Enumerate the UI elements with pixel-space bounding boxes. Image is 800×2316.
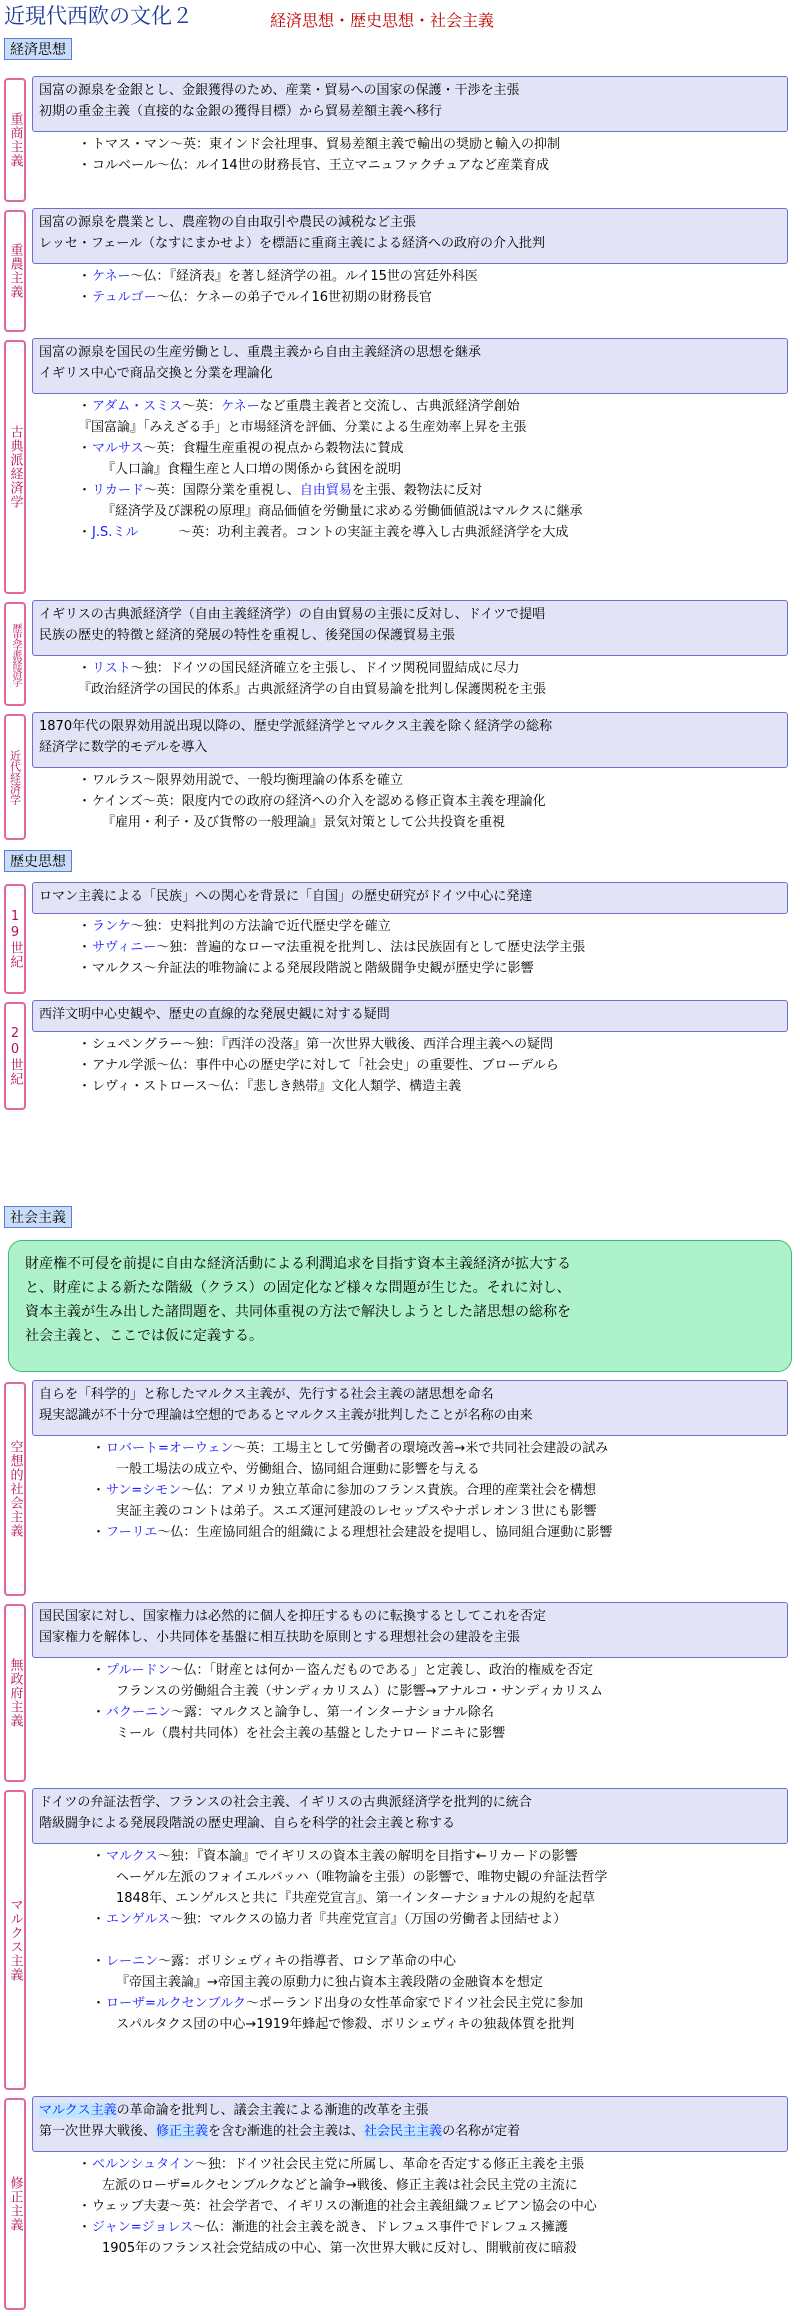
label-mercantilism: 重商主義 bbox=[4, 78, 26, 202]
list-19th-century bbox=[78, 916, 585, 979]
list-item: ・バクーニン～露：マルクスと論争し、第一インターナショナル除名 bbox=[92, 1705, 494, 1720]
list-item: ・ケインズ～英：限度内での政府の経済への介入を認める修正資本主義を理論化 bbox=[78, 794, 546, 809]
box-utopian: 自らを「科学的」と称したマルクス主義が、先行する社会主義の諸思想を命名 現実認識が不十分で理論は空想的であるとマルクス主義が批判したことが名称の由来 bbox=[32, 1380, 788, 1436]
list-item: ・サン=シモン～仏：アメリカ独立革命に参加のフランス貴族。合理的産業社会を構想 bbox=[92, 1483, 596, 1498]
list-item: ・レーニン～露：ボリシェヴィキの指導者、ロシア革命の中心 bbox=[92, 1954, 456, 1969]
list-item: ・ロバート=オーウェン～英：工場主として労働者の環境改善→米で共同社会建設の試み bbox=[92, 1441, 609, 1456]
label-physiocracy: 重農主義 bbox=[4, 210, 26, 332]
list-item: ・シュペングラー～独：『西洋の没落』第一次世界大戦後、西洋合理主義への疑問 bbox=[78, 1037, 553, 1052]
list-item-cont: 実証主義のコントは弟子。スエズ運河建設のレセップスやナポレオン３世にも影響 bbox=[116, 1504, 597, 1519]
list-item: ・トマス・マン～英：東インド会社理事、貿易差額主義で輸出の奨励と輸入の抑制 bbox=[78, 137, 561, 152]
list-utopian bbox=[92, 1438, 612, 1543]
list-item-cont: ミール（農村共同体）を社会主義の基盤としたナロードニキに影響 bbox=[116, 1726, 506, 1741]
list-item-cont: 『帝国主義論』→帝国主義の原動力に独占資本主義段階の金融資本を想定 bbox=[116, 1975, 543, 1990]
list-item-cont: スパルタクス団の中心→1919年蜂起で惨殺、ボリシェヴィキの独裁体質を批判 bbox=[116, 2017, 575, 2032]
list-item: ・アダム・スミス～英：ケネーなど重農主義者と交流し、古典派経済学創始 bbox=[78, 399, 520, 414]
list-item: ・ジャン=ジョレス～仏：漸進的社会主義を説き、ドレフュス事件でドレフュス擁護 bbox=[78, 2220, 568, 2235]
box-modern-econ: 1870年代の限界効用説出現以降の、歴史学派経済学とマルクス主義を除く経済学の総称 経済学に数学的モデルを導入 bbox=[32, 712, 788, 768]
label-19th-century: 19世紀 bbox=[4, 884, 26, 994]
section-header-history: 歴史思想 bbox=[4, 850, 72, 872]
list-item: ・プルードン～仏：「財産とは何か－盗んだものである」と定義し、政治的権威を否定 bbox=[92, 1663, 593, 1678]
label-anarchism: 無政府主義 bbox=[4, 1604, 26, 1782]
socialism-definition: 財産権不可侵を前提に自由な経済活動による利潤追求を目指す資本主義経済が拡大する と、財産による新たな階級（クラス）の固定化など様々な問題が生じた。それに対し、 資本主義が生み出した諸問題を、共同体重視の方法で解決しようとした諸思想の総称を 社会主義と、ここでは仮に定義する。 bbox=[8, 1240, 792, 1372]
box-20th-century: 西洋文明中心史観や、歴史の直線的な発展史観に対する疑問 bbox=[32, 1000, 788, 1032]
list-item: ・アナル学派～仏：事件中心の歴史学に対して「社会史」の重要性、ブローデルら bbox=[78, 1058, 559, 1073]
list-item: ・マルクス～弁証法的唯物論による発展段階説と階級闘争史観が歴史学に影響 bbox=[78, 961, 534, 976]
section-header-socialism: 社会主義 bbox=[4, 1206, 72, 1228]
list-item-cont: 1848年、エンゲルスと共に『共産党宣言』、第一インターナショナルの規約を起草 bbox=[116, 1891, 595, 1906]
list-item-cont: 1905年のフランス社会党結成の中心、第一次世界大戦に反対し、開戦前夜に暗殺 bbox=[102, 2241, 577, 2256]
list-item-cont: ヘーゲル左派のフォイエルバッハ（唯物論を主張）の影響で、唯物史観の弁証法哲学 bbox=[116, 1870, 608, 1885]
list-item-cont: 『人口論』食糧生産と人口増の関係から貧困を説明 bbox=[102, 462, 402, 477]
list-item: ・テュルゴー～仏：ケネーの弟子でルイ16世初期の財務長官 bbox=[78, 290, 432, 305]
list-revisionism bbox=[78, 2154, 597, 2259]
page-subtitle: 経済思想・歴史思想・社会主義 bbox=[270, 11, 495, 30]
box-mercantilism: 国富の源泉を金銀とし、金銀獲得のため、産業・貿易への国家の保護・干渉を主張 初期の重金主義（直接的な金銀の獲得目標）から貿易差額主義へ移行 bbox=[32, 76, 788, 132]
list-item-cont: フランスの労働組合主義（サンディカリスム）に影響→アナルコ・サンディカリスム bbox=[116, 1684, 603, 1699]
label-20th-century: 20世紀 bbox=[4, 1002, 26, 1110]
list-physiocracy bbox=[78, 266, 478, 308]
list-item: ・ベルンシュタイン～独：ドイツ社会民主党に所属し、革命を否定する修正主義を主張 bbox=[78, 2157, 585, 2172]
list-item-cont: 『政治経済学の国民的体系』古典派経済学の自由貿易論を批判し保護関税を主張 bbox=[78, 682, 547, 697]
list-item: ・リカード～英：国際分業を重視し、自由貿易を主張、穀物法に反対 bbox=[78, 483, 482, 498]
page-title: 近現代西欧の文化２ bbox=[4, 4, 193, 28]
list-item: ・エンゲルス～独：マルクスの協力者『共産党宣言』（万国の労働者よ団結せよ） bbox=[92, 1912, 567, 1927]
label-classical: 古典派経済学 bbox=[4, 340, 26, 594]
box-classical: 国富の源泉を国民の生産労働とし、重農主義から自由主義経済の思想を継承 イギリス中心で商品交換と分業を理論化 bbox=[32, 338, 788, 394]
label-modern-econ: 近代経済学 bbox=[4, 714, 26, 840]
section-header-economic: 経済思想 bbox=[4, 38, 72, 60]
list-modern-econ bbox=[78, 770, 546, 833]
list-historical-school bbox=[78, 658, 546, 700]
list-item: ・ローザ=ルクセンブルク～ポーランド出身の女性革命家でドイツ社会民主党に参加 bbox=[92, 1996, 583, 2011]
list-item: ・ケネー～仏：『経済表』を著し経済学の祖。ルイ15世の宮廷外科医 bbox=[78, 269, 478, 284]
box-marxism: ドイツの弁証法哲学、フランスの社会主義、イギリスの古典派経済学を批判的に統合 階級闘争による発展段階説の歴史理論、自らを科学的社会主義と称する bbox=[32, 1788, 788, 1844]
list-item: ・マルクス～独：『資本論』でイギリスの資本主義の解明を目指す←リカードの影響 bbox=[92, 1849, 578, 1864]
box-revisionism: マルクス主義の革命論を批判し、議会主義による漸進的改革を主張 第一次世界大戦後、修正主義を含む漸進的社会主義は、社会民主主義の名称が定着 bbox=[32, 2096, 788, 2152]
box-physiocracy: 国富の源泉を農業とし、農産物の自由取引や農民の減税など主張 レッセ・フェール（なすにまかせよ）を標語に重商主義による経済への政府の介入批判 bbox=[32, 208, 788, 264]
label-revisionism: 修正主義 bbox=[4, 2098, 26, 2310]
box-19th-century: ロマン主義による「民族」への関心を背景に「自国」の歴史研究がドイツ中心に発達 bbox=[32, 882, 788, 914]
list-item-cont: 『国富論』「みえざる手」と市場経済を評価、分業による生産効率上昇を主張 bbox=[78, 420, 527, 435]
box-anarchism: 国民国家に対し、国家権力は必然的に個人を抑圧するものに転換するとしてこれを否定 国家権力を解体し、小共同体を基盤に相互扶助を原則とする理想社会の建設を主張 bbox=[32, 1602, 788, 1658]
list-item-cont: 一般工場法の成立や、労働組合、協同組合運動に影響を与える bbox=[116, 1462, 480, 1477]
list-item: ・コルベール～仏：ルイ14世の財務長官、王立マニュファクチュアなど産業育成 bbox=[78, 158, 549, 173]
list-marxism bbox=[92, 1846, 607, 2035]
list-item: ・フーリエ～仏：生産協同組合的組織による理想社会建設を提唱し、協同組合運動に影響 bbox=[92, 1525, 613, 1540]
label-historical-school: 歴史学派経済学 bbox=[4, 602, 26, 706]
list-item: ・マルサス～英：食糧生産重視の視点から穀物法に賛成 bbox=[78, 441, 404, 456]
list-20th-century bbox=[78, 1034, 559, 1097]
list-item: ・ワルラス～限界効用説で、一般均衡理論の体系を確立 bbox=[78, 773, 403, 788]
list-item: ・リスト～独：ドイツの国民経済確立を主張し、ドイツ関税同盟結成に尽力 bbox=[78, 661, 520, 676]
list-item-cont: 『経済学及び課税の原理』商品価値を労働量に求める労働価値説はマルクスに継承 bbox=[102, 504, 583, 519]
list-classical bbox=[78, 396, 583, 543]
list-item: ・サヴィニー～独：普遍的なローマ法重視を批判し、法は民族固有として歴史法学主張 bbox=[78, 940, 586, 955]
list-item: ・J.S.ミル ～英：功利主義者。コントの実証主義を導入し古典派経済学を大成 bbox=[78, 525, 569, 540]
list-mercantilism bbox=[78, 134, 560, 176]
list-item: ・ランケ～独：史料批判の方法論で近代歴史学を確立 bbox=[78, 919, 391, 934]
list-item: ・ウェッブ夫妻～英：社会学者で、イギリスの漸進的社会主義組織フェビアン協会の中心 bbox=[78, 2199, 597, 2214]
label-marxism: マルクス主義 bbox=[4, 1790, 26, 2090]
box-historical-school: イギリスの古典派経済学（自由主義経済学）の自由貿易の主張に反対し、ドイツで提唱 民族の歴史的特徴と経済的発展の特性を重視し、後発国の保護貿易主張 bbox=[32, 600, 788, 656]
list-anarchism bbox=[92, 1660, 603, 1744]
list-item: ・レヴィ・ストロース～仏：『悲しき熱帯』文化人類学、構造主義 bbox=[78, 1079, 462, 1094]
label-utopian: 空想的社会主義 bbox=[4, 1382, 26, 1596]
list-item-cont: 左派のローザ=ルクセンブルクなどと論争→戦後、修正主義は社会民主党の主流に bbox=[102, 2178, 578, 2193]
list-item-cont: 『雇用・利子・及び貨幣の一般理論』景気対策として公共投資を重視 bbox=[102, 815, 506, 830]
